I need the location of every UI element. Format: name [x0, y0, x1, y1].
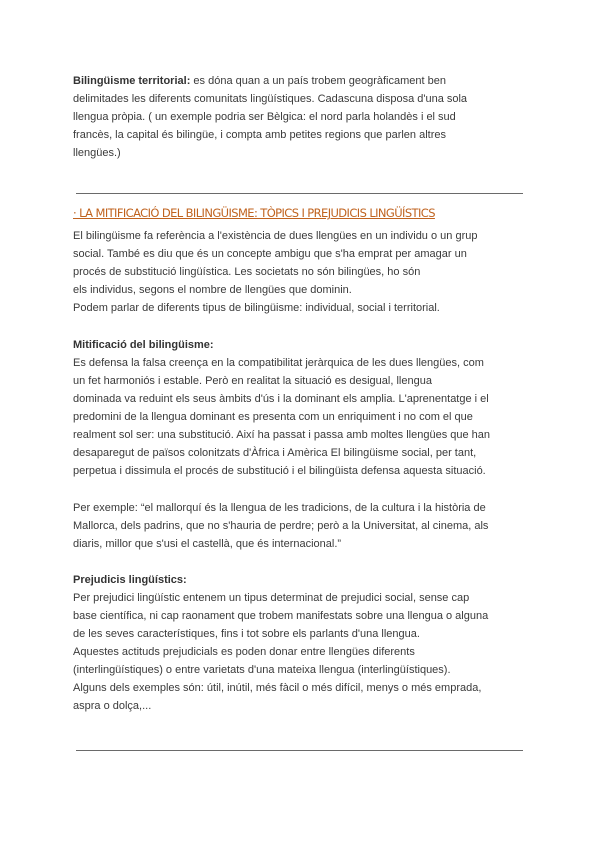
territorial-paragraph: [73, 72, 533, 162]
exemple-line-1: Per exemple: “el mallorquí és la llengua de les tradicions, de la cultura i la història de: [73, 502, 486, 514]
mitificacio-line-5: realment sol ser: una substitució. Així ha passat i passa amb moltes llengües que han: [73, 429, 491, 441]
mitificacio-line-2: un fet harmoniós i estable. Però en realitat la situació es desigual, llengua: [73, 375, 432, 387]
mitificacio-title: Mitificació del bilingüisme:: [73, 339, 214, 351]
territorial-line-2: delimitades les diferents comunitats lingüístiques. Cadascuna disposa d'una sola: [73, 93, 468, 105]
mitificacio-line-7: perpetua i dissimula el procés de substitució i el bilingüista defensa aquesta situació.: [73, 465, 486, 477]
territorial-line-4: francès, la capital és bilingüe, i compta amb petites regions que parlen altres: [73, 129, 446, 141]
territorial-line-1: Bilingüisme territorial: es dóna quan a un país trobem geogràficament ben: [73, 75, 446, 87]
mitificacio-line-1: Es defensa la falsa creença en la compatibilitat jeràrquica de les dues llengües, com: [73, 357, 484, 369]
divider-bottom: [76, 750, 523, 751]
territorial-line-5: llengües.): [73, 147, 121, 159]
prejudicis-line-5: (interlingüístiques) o entre varietats d'una mateixa llengua (interlingüístiques).: [73, 664, 451, 676]
mitificacio-line-3: dominada va reduint els seus àmbits d'ús i la dominant els amplia. L'aprenentatge i el: [73, 393, 489, 405]
territorial-line-3: llengua pròpia. ( un exemple podria ser Bèlgica: el nord parla holandès i el sud: [73, 111, 456, 123]
intro-line-1: El bilingüisme fa referència a l'existència de dues llengües en un individu o un grup: [73, 230, 478, 242]
prejudicis-line-4: Aquestes actituds prejudicials es poden donar entre llengües diferents: [73, 646, 415, 658]
prejudicis-section: [73, 571, 533, 715]
prejudicis-line-7: aspra o dolça,...: [73, 700, 152, 712]
exemple-paragraph: [73, 499, 533, 553]
intro-paragraph: [73, 227, 533, 317]
intro-line-4: els individus, segons el nombre de llengües que dominin.: [73, 284, 352, 296]
prejudicis-line-1: Per prejudici lingüístic entenem un tipus determinat de prejudici social, sense cap: [73, 592, 470, 604]
prejudicis-line-2: base científica, ni cap raonament que trobem manifestats sobre una llengua o alguna: [73, 610, 489, 622]
divider-top: [76, 193, 523, 194]
intro-line-3: procés de substitució lingüística. Les societats no són bilingües, ho són: [73, 266, 421, 278]
intro-line-2: social. També es diu que és un concepte ambigu que s'ha emprat per amagar un: [73, 248, 467, 260]
territorial-term: Bilingüisme territorial:: [73, 75, 191, 87]
prejudicis-line-6: Alguns dels exemples són: útil, inútil, més fàcil o més difícil, menys o més emprada,: [73, 682, 482, 694]
prejudicis-title: Prejudicis lingüístics:: [73, 574, 187, 586]
mitificacio-line-6: desaparegut de països colonitzats d'Àfrica i Amèrica El bilingüisme social, per tant,: [73, 447, 477, 459]
prejudicis-line-3: de les seves característiques, fins i tot sobre els parlants d'una llengua.: [73, 628, 420, 640]
intro-line-5: Podem parlar de diferents tipus de bilingüisme: individual, social i territorial.: [73, 302, 440, 314]
mitificacio-section: [73, 336, 533, 480]
section-heading: · LA MITIFICACIÓ DEL BILINGÜISME: TÒPICS I PREJUDICIS LINGÜÍSTICS: [73, 206, 435, 220]
mitificacio-line-4: predomini de la llengua dominant es presenta com un enriquiment i no com el que: [73, 411, 473, 423]
exemple-line-2: Mallorca, dels padrins, que no s'hauria de perdre; però a la Universitat, al cinema, als: [73, 520, 489, 532]
exemple-line-3: diaris, millor que s'usi el castellà, que és internacional.”: [73, 538, 342, 550]
